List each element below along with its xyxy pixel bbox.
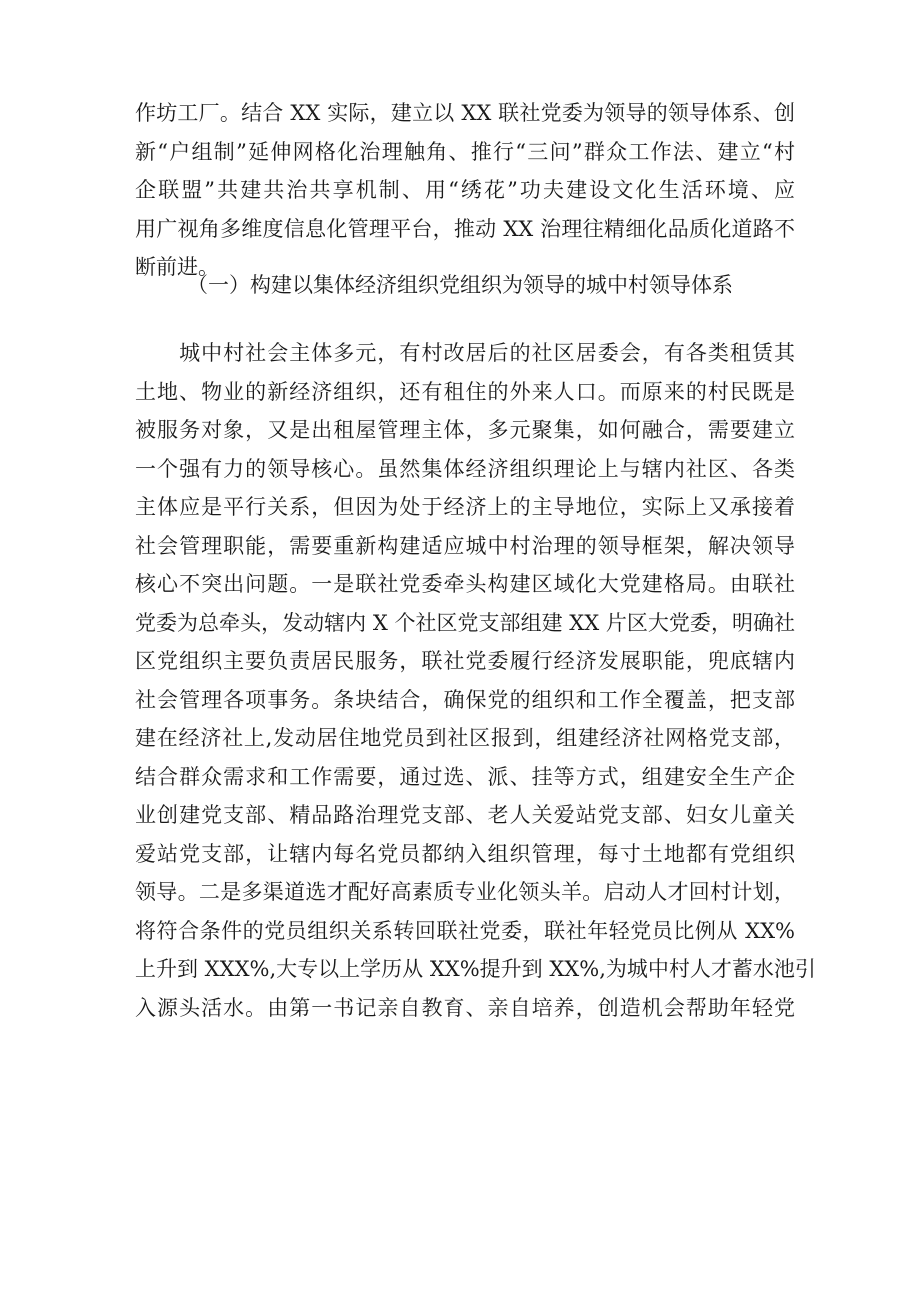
paragraph-2-line: 结合群众需求和工作需要，通过选、派、挂等方式，组建安全生产企 bbox=[135, 764, 795, 789]
section-heading: （一）构建以集体经济组织党组织为领导的城中村领导体系 bbox=[187, 273, 733, 297]
paragraph-2-line: 被服务对象，又是出租屋管理主体，多元聚集，如何融合，需要建立 bbox=[135, 418, 795, 442]
paragraph-2-line: 业创建党支部、精品路治理党支部、老人关爱站党支部、妇女儿童关 bbox=[135, 803, 795, 827]
paragraph-2-line: 土地、物业的新经济组织，还有租住的外来人口。而原来的村民既是 bbox=[135, 379, 795, 404]
paragraph-2-line: 社会管理职能，需要重新构建适应城中村治理的领导框架，解决领导 bbox=[135, 533, 795, 558]
paragraph-1-line: 断前进。 bbox=[135, 255, 219, 279]
paragraph-2-line: 领导。二是多渠道选才配好高素质专业化领头羊。启动人才回村计划， bbox=[135, 880, 795, 904]
paragraph-2 bbox=[135, 334, 816, 1027]
paragraph-2-line: 区党组织主要负责居民服务，联社党委履行经济发展职能，兜底辖内 bbox=[135, 649, 795, 673]
paragraph-2-line: 上升到 XXX%,大专以上学历从 XX%提升到 XX%,为城中村人才蓄水池引 bbox=[135, 957, 816, 981]
paragraph-2-line: 核心不突出问题。一是联社党委牵头构建区域化大党建格局。由联社 bbox=[135, 572, 795, 596]
paragraph-2-line: 社会管理各项事务。条块结合，确保党的组织和工作全覆盖，把支部 bbox=[135, 687, 795, 712]
paragraph-2-line: 党委为总牵头，发动辖内 X 个社区党支部组建 XX 片区大党委，明确社 bbox=[135, 610, 795, 635]
paragraph-1 bbox=[135, 94, 795, 287]
paragraph-1-line: 企联盟”共建共治共享机制、用“绣花”功夫建设文化生活环境、应 bbox=[135, 178, 795, 202]
paragraph-2-line: 城中村社会主体多元，有村改居后的社区居委会，有各类租赁其 bbox=[135, 341, 795, 365]
paragraph-2-line: 爱站党支部，让辖内每名党员都纳入组织管理，每寸土地都有党组织 bbox=[135, 841, 795, 866]
paragraph-2-line: 一个强有力的领导核心。虽然集体经济组织理论上与辖内社区、各类 bbox=[135, 456, 795, 481]
paragraph-2-line: 入源头活水。由第一书记亲自教育、亲自培养，创造机会帮助年轻党 bbox=[135, 995, 795, 1020]
paragraph-2-line: 主体应是平行关系，但因为处于经济上的主导地位，实际上又承接着 bbox=[135, 495, 795, 519]
paragraph-2-line: 将符合条件的党员组织关系转回联社党委，联社年轻党员比例从 XX% bbox=[135, 918, 795, 943]
paragraph-1-line: 新“户组制”延伸网格化治理触角、推行“三问”群众工作法、建立“村 bbox=[135, 139, 795, 164]
paragraph-1-line: 用广视角多维度信息化管理平台，推动 XX 治理往精细化品质化道路不 bbox=[135, 216, 795, 241]
paragraph-1-line: 作坊工厂。结合 XX 实际，建立以 XX 联社党委为领导的领导体系、创 bbox=[135, 101, 795, 125]
paragraph-2-line: 建在经济社上,发动居住地党员到社区报到，组建经济社网格党支部， bbox=[135, 726, 795, 750]
